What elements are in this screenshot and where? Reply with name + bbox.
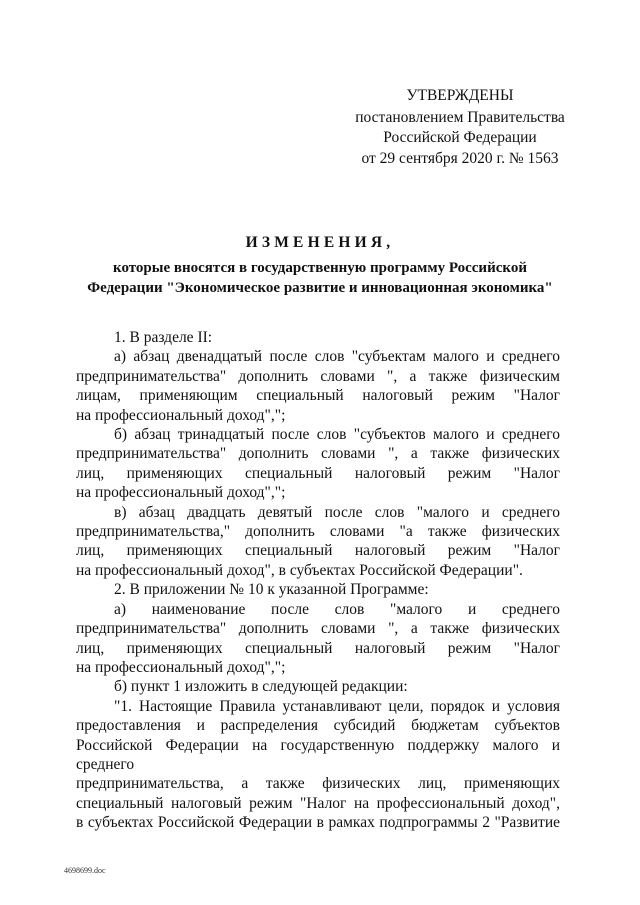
text-line: б) абзац тринадцатый после слов "субъектов малого и среднего (114, 426, 560, 444)
text-line: предоставления и распределения субсидий бюджетам субъектов (76, 717, 560, 735)
subtitle-line-1: которые вносятся в государственную программу Российской (113, 260, 527, 276)
paragraph-item-b (76, 425, 560, 503)
approval-line-1: постановлением Правительства (355, 108, 565, 126)
text-line: специальный налоговый режим "Налог на профессиональный доход", (76, 794, 560, 812)
approval-line-2: Российской Федерации (383, 129, 537, 146)
text-line: предпринимательства, а также физических лиц, применяющих (76, 775, 560, 793)
text-line: на профессиональный доход","; (76, 406, 286, 424)
text-line: Российской Федерации на государственную поддержку малого и среднего (76, 736, 560, 773)
document-title: ИЗМЕНЕНИЯ, (245, 234, 395, 251)
document-body (76, 328, 560, 833)
text-line: лиц, применяющих специальный налоговый режим "Налог (76, 542, 560, 560)
text-line: а) абзац двенадцатый после слов "субъектам малого и среднего (114, 348, 560, 366)
text-line: предпринимательства," дополнить словами "а также физических (76, 523, 560, 541)
paragraph-appendix-item-a (76, 600, 560, 678)
document-subtitle (80, 258, 560, 298)
paragraph-item-a (76, 347, 560, 425)
text-line: на профессиональный доход", в субъектах Российской Федерации". (76, 561, 523, 579)
paragraph-item-c (76, 503, 560, 581)
text-line: на профессиональный доход","; (76, 658, 286, 676)
text-line: лиц, применяющих специальный налоговый режим "Налог (76, 464, 560, 482)
paragraph-section-2: 1. В разделе II: (114, 329, 213, 346)
subtitle-line-2: Федерации "Экономическое развитие и инновационная экономика" (87, 280, 553, 296)
approval-line-3: от 29 сентября 2020 г. № 1563 (361, 149, 559, 167)
approval-block (320, 86, 600, 169)
text-line: а) наименование после слов "малого и среднего (114, 600, 560, 618)
document-file-id: 4698699.doc (64, 866, 106, 875)
text-line: лиц, применяющих специальный налоговый режим "Налог (76, 639, 560, 657)
approval-title: УТВЕРЖДЕНЫ (406, 87, 514, 104)
text-line: лицам, применяющим специальный налоговый режим "Налог (76, 387, 560, 405)
text-line: в) абзац двадцать девятый после слов "малого и среднего (114, 503, 560, 521)
text-line: предпринимательства" дополнить словами ", а также физическим (76, 367, 560, 385)
text-line: предпринимательства" дополнить словами ", а также физических (76, 445, 560, 463)
text-line: на профессиональный доход","; (76, 484, 286, 502)
paragraph-appendix-10: 2. В приложении № 10 к указанной Программе: (114, 581, 429, 599)
paragraph-appendix-item-b: б) пункт 1 изложить в следующей редакции: (114, 678, 408, 696)
text-line: предпринимательства" дополнить словами ", а также физических (76, 620, 560, 638)
paragraph-rule-1 (76, 697, 560, 833)
text-line: в субъектах Российской Федерации в рамках подпрограммы 2 "Развитие (76, 814, 560, 832)
text-line: "1. Настоящие Правила устанавливают цели, порядок и условия (114, 697, 560, 715)
